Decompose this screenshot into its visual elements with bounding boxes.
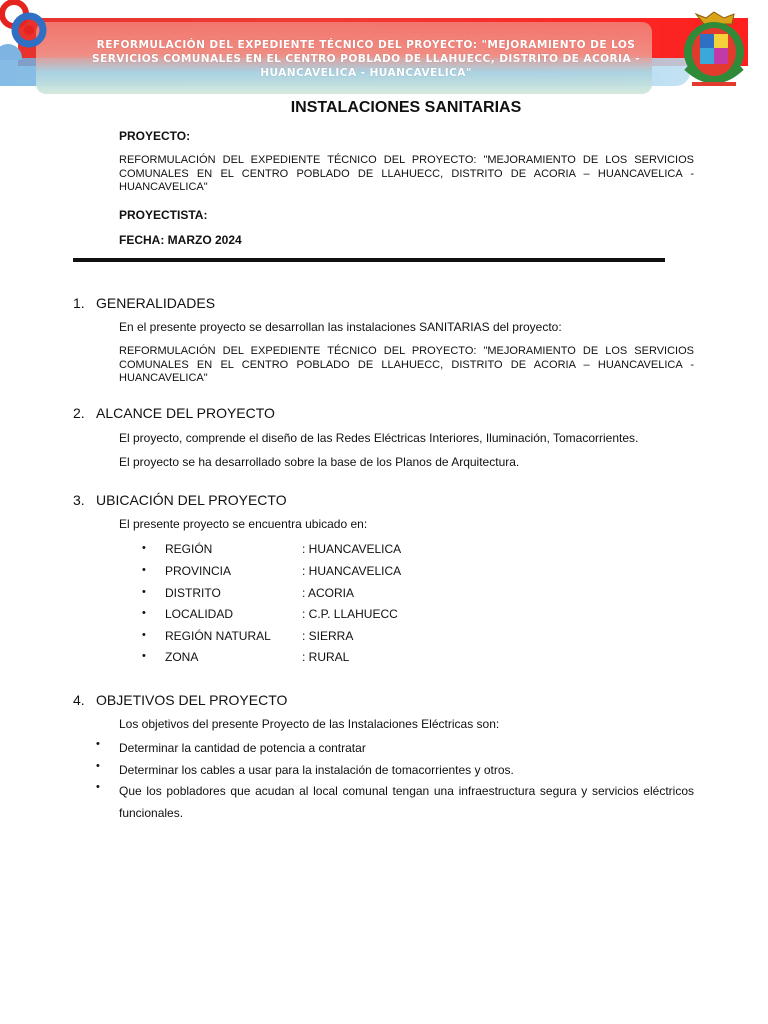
objective-text: Que los pobladores que acudan al local comunal tengan una infraestructura segura y servicios eléctricos funcionales. [119,784,694,820]
date-label: FECHA: MARZO 2024 [119,233,242,247]
banner-title-text: REFORMULACIÓN DEL EXPEDIENTE TÉCNICO DEL PROYECTO: "MEJORAMIENTO DE LOS SERVICIOS COMUNALES EN EL CENTRO POBLADO DE LLAHUECC, DISTRITO DE ACORIA - HUANCAVELICA - HUANCAVELICA" [92,39,640,79]
bullet-icon: • [142,586,146,598]
section-heading-ubicacion [73,492,287,508]
section-number: 2. [73,405,85,421]
section-number: 4. [73,692,85,708]
section-intro: Los objetivos del presente Proyecto de las Instalaciones Eléctricas son: [119,717,500,731]
objective-item [96,760,694,782]
section-title: ALCANCE DEL PROYECTO [96,405,275,421]
section-heading-alcance [73,405,275,421]
location-key: REGIÓN [165,542,213,556]
section-title: OBJETIVOS DEL PROYECTO [96,692,288,708]
objective-text: Determinar los cables a usar para la instalación de tomacorrientes y otros. [119,763,514,777]
bullet-icon: • [142,629,146,641]
section-heading-generalidades [73,295,215,311]
municipal-crest-icon [678,8,750,92]
bullet-icon: • [96,781,100,793]
objective-text: Determinar la cantidad de potencia a contratar [119,741,366,755]
scope-paragraph: El proyecto, comprende el diseño de las Redes Eléctricas Interiores, Iluminación, Tomacorrientes. [119,431,639,445]
location-row [142,607,398,621]
location-key: REGIÓN NATURAL [165,629,271,643]
location-row [142,564,401,578]
section-title: UBICACIÓN DEL PROYECTO [96,492,287,508]
location-key: ZONA [165,650,199,664]
bullet-icon: • [142,564,146,576]
bullet-icon: • [142,542,146,554]
location-row [142,542,401,556]
section-intro: En el presente proyecto se desarrollan las instalaciones SANITARIAS del proyecto: [119,320,562,334]
bullet-icon: • [142,650,146,662]
location-value: : HUANCAVELICA [302,564,402,578]
objective-item [96,738,694,760]
location-key: DISTRITO [165,586,221,600]
section-heading-objetivos [73,692,287,708]
location-value: : ACORIA [302,586,355,600]
section-number: 3. [73,492,85,508]
objective-item [96,781,694,824]
header-banner [0,0,768,98]
section-intro: El presente proyecto se encuentra ubicado en: [119,517,368,531]
section-title: GENERALIDADES [96,295,216,311]
project-description: REFORMULACIÓN DEL EXPEDIENTE TÉCNICO DEL PROYECTO: "MEJORAMIENTO DE LOS SERVICIOS COMUNALES EN EL CENTRO POBLADO DE LLAHUECC, DISTRITO DE ACORIA – HUANCAVELICA - HUANCAVELICA" [119,154,694,193]
location-key: PROVINCIA [165,564,232,578]
horizontal-rule [73,258,665,262]
designer-label: PROYECTISTA: [119,208,208,222]
scope-paragraph: El proyecto se ha desarrollado sobre la base de los Planos de Arquitectura. [119,455,520,469]
location-row [142,586,354,600]
page-title: INSTALACIONES SANITARIAS [290,99,522,116]
rings-logo-icon [0,0,48,60]
project-description-repeat: REFORMULACIÓN DEL EXPEDIENTE TÉCNICO DEL PROYECTO: "MEJORAMIENTO DE LOS SERVICIOS COMUNALES EN EL CENTRO POBLADO DE LLAHUECC, DISTRITO DE ACORIA – HUANCAVELICA - HUANCAVELICA" [119,345,694,384]
location-value: : HUANCAVELICA [302,542,402,556]
location-row [142,650,349,664]
location-row [142,629,353,643]
location-value: : RURAL [302,650,350,664]
project-label: PROYECTO: [119,129,191,143]
bullet-icon: • [96,760,100,772]
bullet-icon: • [96,738,100,750]
location-value: : C.P. LLAHUECC [302,607,398,621]
bullet-icon: • [142,607,146,619]
location-value: : SIERRA [302,629,354,643]
location-key: LOCALIDAD [165,607,234,621]
section-number: 1. [73,295,85,311]
